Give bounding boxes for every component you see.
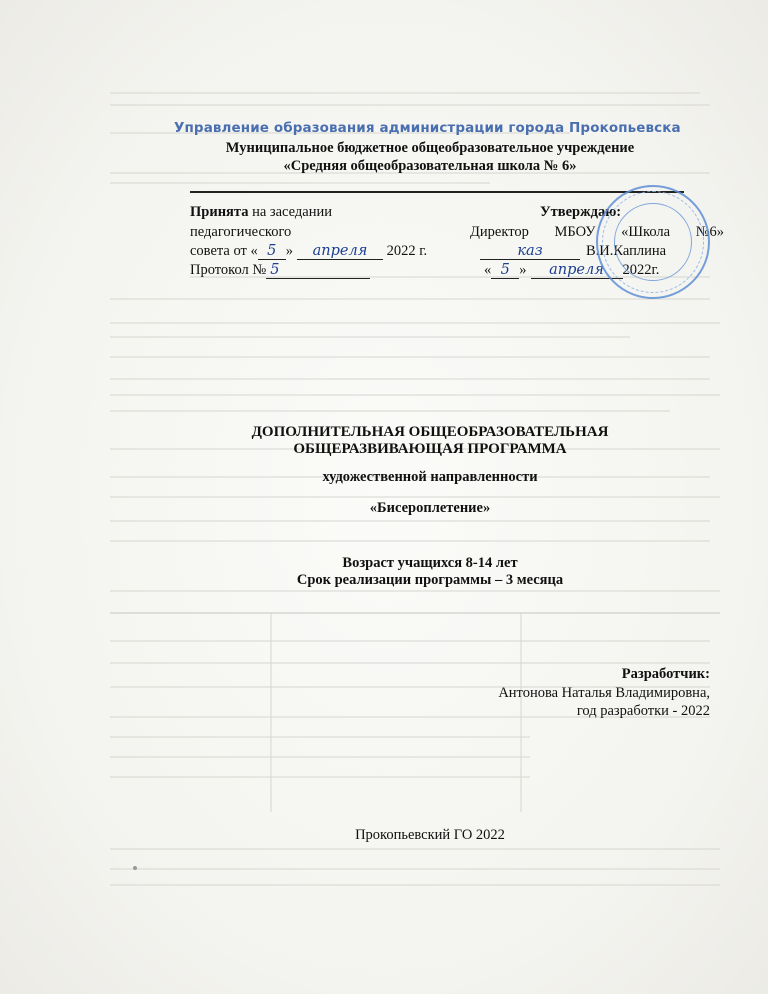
bleed-line	[110, 520, 710, 522]
program-direction: художественной направленности	[322, 469, 538, 485]
bleed-line	[110, 182, 490, 184]
council-month: апреля	[297, 243, 383, 260]
director-name: В.И.Каплина	[586, 243, 667, 259]
student-age: Возраст учащихся 8-14 лет	[342, 555, 518, 571]
bleed-line	[110, 410, 670, 412]
approve-date-close: »	[519, 262, 527, 278]
bleed-line	[110, 868, 720, 870]
approve-year: 2022г.	[622, 262, 660, 278]
bleed-line	[110, 590, 720, 592]
developer-label: Разработчик:	[621, 666, 710, 682]
council-date	[190, 243, 427, 260]
program-title-line2: ОБЩЕРАЗВИВАЮЩАЯ ПРОГРАММА	[293, 441, 567, 457]
accepted-label: Принята	[190, 204, 249, 220]
protocol-number: 5	[266, 262, 370, 279]
bleed-table-col	[520, 612, 522, 812]
bleed-line	[110, 662, 710, 664]
bleed-line	[110, 540, 710, 542]
approve-title: Утверждаю:	[540, 204, 622, 220]
bleed-line	[110, 394, 720, 396]
bleed-line	[110, 848, 720, 850]
bleed-line	[110, 322, 720, 324]
council-year: 2022 г.	[386, 243, 428, 259]
bleed-line	[110, 92, 700, 94]
protocol-label: Протокол №	[190, 262, 267, 278]
admin-line: Управление образования администрации города Прокопьевска	[174, 120, 681, 136]
bleed-table-col	[270, 612, 272, 812]
approve-day: 5	[491, 262, 519, 279]
director-signature: каз	[480, 243, 580, 260]
school-seal-stamp	[596, 185, 710, 299]
council-date-prefix: совета от «	[190, 243, 258, 259]
accepted-line2: педагогического	[190, 224, 292, 240]
bleed-line	[110, 298, 710, 300]
bleed-line	[110, 356, 710, 358]
org-name-line1: Муниципальное бюджетное общеобразовательное учреждение	[225, 140, 635, 156]
scan-speck	[133, 866, 137, 870]
approve-date-open: «	[484, 262, 492, 278]
bleed-line	[110, 496, 720, 498]
developer-name: Антонова Наталья Владимировна,	[498, 685, 710, 701]
school-name-a: «Школа	[621, 224, 671, 240]
approve-month: апреля	[531, 262, 623, 279]
program-title-line1: ДОПОЛНИТЕЛЬНАЯ ОБЩЕОБРАЗОВАТЕЛЬНАЯ	[251, 424, 609, 440]
development-year: год разработки - 2022	[576, 703, 710, 719]
bleed-line	[110, 884, 720, 886]
bleed-line	[110, 640, 710, 642]
bleed-line	[110, 776, 530, 778]
bleed-line	[110, 104, 710, 106]
org-name-line2: «Средняя общеобразовательная школа № 6»	[283, 158, 577, 174]
protocol-line	[190, 262, 370, 279]
director-label: Директор	[470, 224, 529, 240]
bleed-line	[110, 736, 530, 738]
footer-place-year: Прокопьевский ГО 2022	[355, 827, 505, 843]
accepted-text: на заседании	[248, 204, 333, 220]
program-name: «Бисероплетение»	[369, 500, 491, 516]
header-divider	[190, 191, 684, 193]
program-term: Срок реализации программы – 3 месяца	[296, 572, 564, 588]
school-name-b: №6»	[695, 224, 725, 240]
bleed-line	[110, 756, 530, 758]
mbou-label: МБОУ	[554, 224, 596, 240]
council-date-close: »	[285, 243, 293, 259]
accepted-line1	[190, 204, 332, 221]
bleed-line	[110, 378, 710, 380]
seal-inner-ring	[614, 203, 692, 281]
council-day: 5	[258, 243, 286, 260]
bleed-line	[110, 336, 630, 338]
bleed-table-line	[110, 612, 720, 614]
